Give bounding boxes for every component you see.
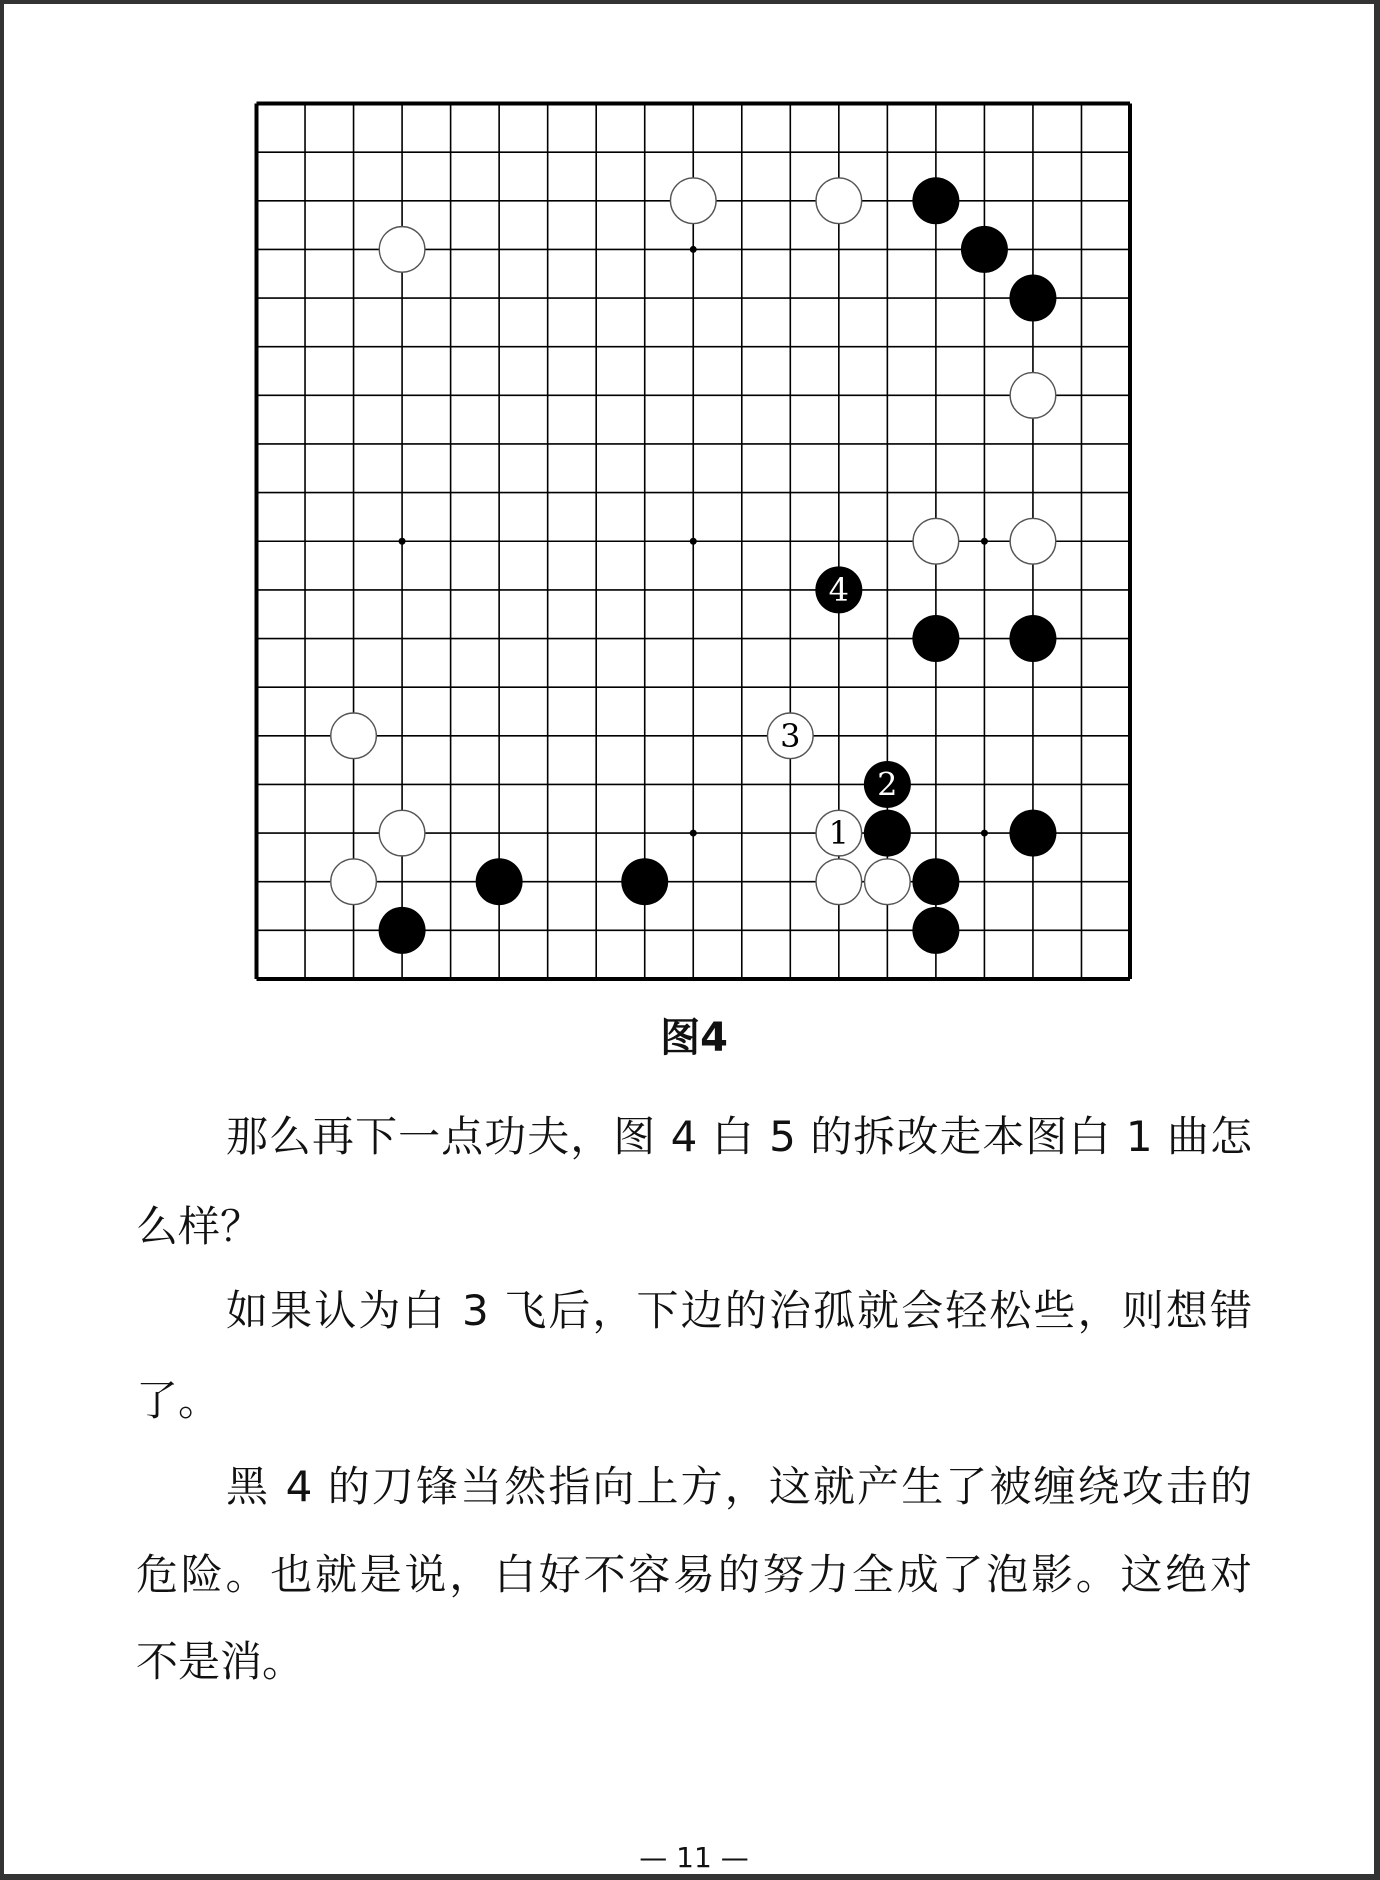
black-stone bbox=[1009, 810, 1056, 857]
white-stone bbox=[816, 859, 862, 905]
black-stone-4 bbox=[815, 566, 862, 613]
black-stone bbox=[476, 858, 523, 905]
black-stone bbox=[912, 907, 959, 954]
white-stone bbox=[1010, 518, 1056, 564]
go-board-diagram bbox=[244, 92, 1144, 992]
paragraph-1-line-2: 么样？ bbox=[136, 1202, 263, 1251]
black-stone bbox=[864, 810, 911, 857]
paragraph-3-line-3: 不是消。 bbox=[136, 1637, 305, 1686]
paragraph-3-line-1: 黑 4 的刀锋当然指向上方，这就产生了被缠绕攻击的 bbox=[226, 1462, 1252, 1511]
move-number: 3 bbox=[780, 716, 801, 755]
paragraph-2-line-2: 了。 bbox=[136, 1376, 221, 1425]
page-number: — 11 — bbox=[639, 1841, 749, 1874]
white-stone bbox=[331, 859, 377, 905]
move-number: 1 bbox=[828, 814, 850, 853]
star-point bbox=[690, 538, 697, 545]
move-number: 2 bbox=[877, 765, 898, 804]
white-stone bbox=[379, 810, 425, 856]
black-stone bbox=[621, 858, 668, 905]
white-stone bbox=[379, 227, 425, 273]
black-stone-2 bbox=[864, 761, 911, 808]
paragraph-3-line-2: 危险。也就是说，白好不容易的努力全成了泡影。这绝对 bbox=[136, 1550, 1252, 1599]
white-stone bbox=[331, 713, 377, 759]
black-stone bbox=[912, 177, 959, 224]
black-stone bbox=[912, 858, 959, 905]
star-point bbox=[399, 538, 406, 545]
white-stone-1 bbox=[816, 810, 862, 856]
black-stone bbox=[379, 907, 426, 954]
paragraph-1-line-1: 那么再下一点功夫，图 4 白 5 的拆改走本图白 1 曲怎 bbox=[226, 1112, 1252, 1161]
black-stone bbox=[1009, 275, 1056, 322]
black-stone bbox=[961, 226, 1008, 273]
black-stone bbox=[912, 615, 959, 662]
white-stone bbox=[1010, 373, 1056, 419]
white-stone-3 bbox=[768, 713, 814, 759]
paragraph-2-line-1: 如果认为白 3 飞后，下边的治孤就会轻松些，则想错 bbox=[226, 1286, 1252, 1335]
white-stone bbox=[913, 518, 959, 564]
white-stone bbox=[670, 178, 716, 224]
figure-caption: 图4 bbox=[660, 1015, 728, 1061]
white-stone bbox=[865, 859, 911, 905]
star-point bbox=[690, 830, 697, 837]
black-stone bbox=[1009, 615, 1056, 662]
star-point bbox=[690, 246, 697, 253]
star-point bbox=[981, 830, 988, 837]
star-point bbox=[981, 538, 988, 545]
move-number: 4 bbox=[828, 570, 850, 609]
white-stone bbox=[816, 178, 862, 224]
